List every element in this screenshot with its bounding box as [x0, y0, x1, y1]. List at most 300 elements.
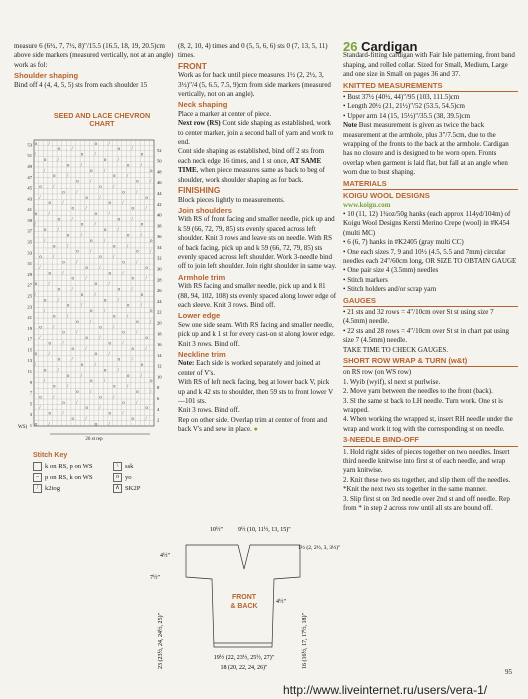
stitch-mark: o	[48, 271, 51, 277]
garment-schematic	[148, 519, 348, 679]
stitch-mark: o	[57, 217, 61, 223]
back-label: & BACK	[230, 603, 258, 610]
row-number-left: 33	[27, 250, 32, 256]
stitch-mark: o	[149, 309, 153, 315]
list-item-text: 10 (11, 12) 1¾oz/50g hanks (each approx 114yd/104m) of Koigu Wool Designs Kersti Merino Crepe (wool) in #K454 (multi MC)	[343, 209, 511, 237]
list-item: • Stitch holders and/or scrap yarn	[343, 285, 437, 294]
stitch-mark: /	[145, 276, 147, 282]
armhole-text: With RS facing and smaller needle, pick up and k 81 (88, 94, 102, 108) sts evenly spaced along lower edge of each sleeve. Knit 3 rows. Bind off.	[178, 282, 337, 309]
stitch-mark: /	[94, 292, 96, 298]
stitch-mark: /	[103, 168, 106, 174]
end-bullet-icon: ●	[253, 425, 258, 434]
stitch-mark: /	[122, 201, 124, 207]
column-1	[14, 42, 180, 90]
ssk-symbol-icon: \	[113, 462, 122, 471]
row-number-right: 16	[157, 342, 162, 348]
key-label: k on RS, p on WS	[45, 463, 93, 470]
key-item-purl	[33, 472, 113, 483]
stitch-mark: /	[62, 201, 64, 207]
stitch-mark: /	[85, 276, 87, 282]
row-number-left: 3	[29, 412, 32, 418]
row-number-right: 42	[157, 201, 162, 207]
watermark-url[interactable]: http://www.liveinternet.ru/users/vera-1/	[283, 683, 488, 697]
stitch-mark: o	[53, 314, 56, 320]
stitch-mark: /	[140, 163, 143, 169]
stitch-mark: /	[145, 346, 147, 352]
row-number-right: 22	[157, 309, 162, 315]
list-item-text: One pair size 4 (3.5mm) needles	[347, 266, 439, 275]
note-body: Bust measurement is given as twice the back measurement at the armhole, plus 3"/7.5cm, due to the wrapping of the fronts to the back at the armhole. Cardigan has no closure and is designed to be worn open. Fronts overlap when garment is laid flat, but fall at an angle when worn due to bust shaping.	[343, 121, 509, 177]
shoulder-heading: Shoulder shaping	[14, 71, 79, 81]
stitch-mark: o	[103, 157, 107, 163]
column-3	[343, 39, 518, 514]
stitch-mark: /	[66, 174, 69, 180]
stitch-mark: /	[94, 222, 96, 228]
list-item-text: Upper arm 14 (15, 15½)"/35.5 (38, 39.5)cm	[347, 111, 471, 120]
stitch-mark: o	[108, 271, 111, 277]
row-number-right: 50	[157, 158, 162, 164]
stitch-mark: o	[85, 336, 88, 342]
row-number-left: 41	[27, 207, 32, 213]
row-number-left: 25	[27, 293, 32, 299]
stitch-mark: /	[136, 260, 138, 266]
divider	[343, 366, 518, 367]
key-item-knit	[33, 461, 113, 472]
stitch-mark: /	[140, 233, 143, 239]
stitch-mark: o	[57, 287, 61, 293]
stitch-mark: /	[131, 287, 133, 293]
stitch-mark: o	[126, 303, 130, 309]
stitch-mark: o	[89, 168, 93, 174]
stitch-mark: /	[57, 157, 60, 163]
stitch-mark: /	[99, 406, 101, 412]
gauges-heading: GAUGES	[343, 295, 376, 305]
row-number-right: 18	[157, 331, 162, 337]
stitch-mark: /	[131, 147, 133, 153]
neckline-text-2: With RS of left neck facing, beg at lower back V, pick up and k 42 sts to shoulder, then 59 sts to front lower V—101 sts.	[178, 378, 334, 406]
stitch-mark: /	[80, 163, 83, 169]
stitch-mark: /	[34, 152, 36, 158]
ws-label: WS)	[18, 425, 28, 430]
stitch-mark: /	[53, 395, 55, 401]
stitch-mark: o	[103, 298, 107, 304]
stitch-mark: /	[66, 244, 69, 250]
stitch-mark: o	[34, 422, 38, 428]
stitch-mark: o	[57, 357, 61, 363]
stitch-mark: o	[43, 157, 47, 163]
stitch-mark: o	[62, 260, 65, 266]
measurement-note	[343, 121, 518, 177]
stitch-mark: o	[76, 319, 79, 325]
stitch-mark: /	[53, 325, 55, 331]
stitch-mark: /	[108, 422, 110, 428]
stitch-mark: /	[103, 379, 106, 385]
stitch-mark: /	[89, 390, 92, 396]
stitch-mark: o	[131, 346, 135, 352]
stitch-mark: o	[57, 147, 61, 153]
row-number-right: 20	[157, 320, 162, 326]
stitch-mark: /	[131, 357, 133, 363]
stitch-mark: o	[34, 282, 38, 288]
row-number-right: 38	[157, 223, 162, 229]
intro-text: measure 6 (6½, 7, 7½, 8)"/15.5 (16.5, 18, 19, 20.5)cm above side markers (measured vertically, not at an angle) work as fol:	[14, 42, 174, 69]
stitch-mark: o	[48, 341, 51, 347]
list-item: • Bust 37½ (40½, 44)"/95 (103, 111.5)cm	[343, 93, 460, 102]
stitch-mark: /	[57, 228, 60, 234]
stitch-mark: o	[99, 184, 102, 190]
stitch-mark: /	[122, 411, 124, 417]
stitch-mark: o	[62, 190, 65, 196]
stitch-mark: /	[43, 379, 46, 385]
stitch-mark: /	[126, 244, 129, 250]
pattern-name: Cardigan	[361, 39, 418, 54]
list-item-text: Length 20½ (21, 21½)"/52 (53.5, 54.5)cm	[347, 102, 465, 111]
stitch-mark: /	[62, 341, 64, 347]
list-item-text: 6 (6, 7) hanks in #K2405 (gray multi CC)	[347, 238, 464, 247]
stitch-mark: o	[80, 152, 84, 158]
stitch-mark: o	[48, 411, 51, 417]
stitch-mark: /	[48, 352, 50, 358]
pattern-intro: Standard-fitting cardigan with Fair Isle patterning, front band shaping, and rolled collar. Sized for Small, Medium, Large and one size in Small on pages 36 and 37.	[343, 51, 515, 79]
stitch-mark: /	[80, 303, 83, 309]
lace-chevron-chart	[18, 136, 180, 442]
key-label: yo	[125, 474, 132, 481]
cont-text: (8, 2, 10, 4) times and 0 (5, 5, 6, 6) sts 0 (7, 13, 5, 11) times.	[178, 42, 328, 60]
stitch-mark: /	[149, 249, 152, 255]
wrap-heading: SHORT ROW WRAP & TURN (w&t)	[343, 356, 468, 365]
row-number-left: 51	[27, 153, 32, 159]
stitch-mark: o	[62, 400, 65, 406]
stitch-mark: /	[140, 373, 143, 379]
note-label: Note:	[178, 359, 195, 368]
row-number-left: 31	[27, 261, 32, 267]
stitch-mark: o	[145, 336, 148, 342]
stitch-mark: o	[94, 141, 98, 147]
neckline-text-1-body: Each side is worked separately and joined at center of V's.	[178, 359, 321, 377]
stitch-mark: /	[117, 298, 120, 304]
stitch-mark: o	[103, 228, 107, 234]
stitch-mark: /	[66, 314, 69, 320]
row-number-right: 26	[157, 288, 162, 294]
list-item: 3. Sl the same st back to LH needle. Turn work. One st is wrapped.	[343, 396, 503, 415]
list-item: • Length 20½ (21, 21½)"/52 (53.5, 54.5)cm	[343, 102, 465, 111]
neckline-text-3: Knit 3 rows. Bind off.	[178, 406, 240, 415]
stitch-mark: o	[122, 190, 125, 196]
list-item: • One pair size 4 (3.5mm) needles	[343, 266, 439, 275]
row-number-left: 1	[29, 423, 32, 428]
row-number-left: 39	[27, 217, 32, 223]
stitch-mark: o	[117, 287, 121, 293]
stitch-mark: /	[140, 303, 143, 309]
stitch-mark: /	[48, 141, 50, 147]
stitch-mark: o	[53, 384, 56, 390]
list-item-text: One each sizes 7, 9 and 10½ (4.5, 5.5 and 7mm) circular needles each 24"/60cm long, OR SIZE TO OBTAIN GAUGE	[343, 247, 517, 265]
stitch-mark: /	[145, 417, 147, 423]
list-item: • 21 sts and 32 rows = 4"/10cm over St st using size 7 (4.5mm) needle.	[343, 307, 494, 326]
stitch-mark: /	[76, 190, 78, 196]
stitch-mark: o	[99, 395, 102, 401]
row-number-left: 45	[27, 185, 32, 191]
stitch-mark: o	[108, 341, 111, 347]
stitch-mark: /	[48, 211, 50, 217]
chart-title	[34, 112, 170, 128]
finishing-text: Block pieces lightly to measurements.	[178, 195, 285, 204]
stitch-mark: o	[126, 233, 130, 239]
stitch-mark: /	[113, 255, 115, 261]
stitch-mark: o	[94, 211, 98, 217]
stitch-mark: o	[136, 179, 139, 185]
stitch-mark: /	[39, 265, 41, 271]
row-number-right: 40	[157, 212, 162, 218]
key-item-ssk	[113, 461, 140, 472]
row-number-right: 8	[157, 385, 160, 391]
stitch-mark: o	[43, 228, 47, 234]
stitch-mark: /	[34, 222, 36, 228]
sk2p-symbol-icon: ∧	[113, 484, 122, 493]
stitch-mark: o	[80, 292, 84, 298]
stitch-mark: o	[136, 390, 139, 396]
stitch-mark: o	[149, 379, 153, 385]
neck-text-2	[178, 119, 338, 147]
stitch-mark: o	[140, 363, 144, 369]
row-number-left: 5	[29, 401, 32, 407]
stitch-mark: /	[34, 292, 36, 298]
row-number-right: 14	[157, 352, 162, 358]
stitch-mark: /	[85, 206, 87, 212]
stitch-mark: o	[113, 314, 116, 320]
stitch-mark: /	[108, 352, 110, 358]
stitch-mark: /	[108, 211, 110, 217]
row-number-right: 30	[157, 266, 162, 272]
yo-symbol-icon: o	[113, 473, 122, 482]
stitch-mark: o	[122, 260, 125, 266]
stitch-mark: o	[80, 222, 84, 228]
neckline-text-4	[178, 416, 338, 435]
stitch-mark: /	[62, 411, 64, 417]
stitch-mark: o	[76, 390, 79, 396]
lower-edge-heading: Lower edge	[178, 311, 221, 321]
key-label: p on RS, k on WS	[45, 474, 93, 481]
gauge-check: TAKE TIME TO CHECK GAUGES.	[343, 345, 449, 354]
row-number-left: 37	[27, 228, 32, 234]
stitch-mark: /	[53, 255, 55, 261]
bind-off-heading: 3-NEEDLE BIND-OFF	[343, 435, 419, 445]
row-number-right: 12	[157, 363, 162, 369]
knitted-measurements-heading: KNITTED MEASUREMENTS	[343, 80, 443, 90]
stitch-mark: o	[71, 346, 75, 352]
stitch-mark: /	[34, 363, 36, 369]
stitch-mark: /	[48, 282, 50, 288]
stitch-mark: o	[34, 141, 38, 147]
list-item: • 6 (6, 7) hanks in #K2405 (gray multi CC)	[343, 238, 464, 247]
stitch-mark: o	[131, 417, 135, 423]
stitch-mark: o	[66, 303, 70, 309]
stitch-mark: /	[89, 319, 92, 325]
stitch-mark: /	[108, 282, 110, 288]
neck-text-2-body: Cont side shaping as established, work to center marker, join a second ball of yarn and work to end.	[178, 119, 334, 147]
left-measure-b: 7½"	[150, 575, 160, 581]
stitch-mark: /	[136, 330, 138, 336]
stitch-mark: /	[117, 157, 120, 163]
stitch-mark: /	[76, 260, 78, 266]
row-number-right: 46	[157, 180, 162, 186]
left-measure-c: 23 (23½, 24, 24½, 25)"	[158, 613, 164, 669]
key-item-k2tog	[33, 483, 113, 494]
stitch-mark: o	[94, 282, 98, 288]
key-label: ssk	[125, 463, 134, 470]
chart-title-line-1: SEED AND LACE CHEVRON	[53, 111, 151, 120]
stitch-mark: o	[53, 244, 56, 250]
stitch-mark: o	[145, 195, 148, 201]
stitch-mark: o	[149, 168, 153, 174]
row-number-left: 7	[29, 390, 32, 396]
stitch-mark: o	[99, 255, 102, 261]
key-item-sk2p	[113, 483, 140, 494]
stitch-mark: o	[117, 357, 121, 363]
row-number-left: 53	[27, 142, 32, 148]
stitch-mark: /	[62, 271, 64, 277]
stitch-mark: /	[53, 184, 55, 190]
lower-edge-text: Sew one side seam. With RS facing and smaller needle, pick up and k 1 st for every cast-on st along lower edge. Knit 3 rows. Bind off.	[178, 320, 335, 348]
neck-text-3-body: Cont side shaping as established, bind off 2 sts from each neck edge 16 times, and 1 st once,	[178, 147, 325, 165]
stitch-mark: o	[53, 174, 56, 180]
stitch-mark: o	[108, 201, 111, 207]
stitch-key-col-left	[33, 461, 113, 494]
stitch-mark: /	[43, 309, 46, 315]
knit-symbol-icon	[33, 462, 42, 471]
right-measure-c: 16 (16½, 17, 17½, 18)"	[302, 613, 308, 669]
stitch-mark: o	[89, 238, 93, 244]
list-item: • 22 sts and 28 rows = 4"/10cm over St st in chart pat using size 7 (4.5mm) needle.	[343, 326, 509, 345]
stitch-mark: o	[140, 222, 144, 228]
stitch-mark: o	[39, 395, 42, 401]
stitch-mark: /	[136, 190, 138, 196]
key-label: SK2P	[125, 485, 141, 492]
stitch-mark: /	[94, 152, 96, 158]
stitch-mark: /	[85, 417, 87, 423]
stitch-key-col-right	[113, 461, 140, 494]
stitch-mark: o	[122, 330, 125, 336]
stitch-mark: o	[34, 211, 38, 217]
note-label: Note	[343, 121, 357, 130]
stitch-mark: /	[113, 184, 115, 190]
stitch-mark: o	[136, 319, 139, 325]
list-item: 3. Slip first st on 3rd needle over 2nd st and off needle. Rep from * in step 2 across row until all sts are bound off.	[343, 494, 510, 513]
top-right-measure: 9½ (10, 11½, 13, 15)"	[238, 527, 291, 533]
shoulder-text: Bind off 4 (4, 4, 5, 5) sts from each shoulder 15	[14, 80, 148, 89]
stitch-mark: o	[131, 276, 135, 282]
row-number-right: 2	[157, 417, 160, 423]
stitch-mark: /	[48, 422, 50, 428]
row-number-right: 28	[157, 277, 162, 283]
row-number-left: 13	[27, 358, 32, 364]
brand-name: KOIGU WOOL DESIGNS	[343, 191, 430, 201]
stitch-mark: o	[108, 411, 111, 417]
row-number-left: 11	[27, 369, 32, 375]
stitch-mark: /	[126, 174, 129, 180]
neckline-text-1	[178, 359, 338, 378]
row-number-left: 29	[27, 271, 32, 277]
stitch-mark: o	[131, 206, 135, 212]
list-item-text: Bust 37½ (40½, 44)"/95 (103, 111.5)cm	[347, 93, 460, 102]
stitch-mark: o	[126, 163, 130, 169]
stitch-mark: o	[76, 179, 79, 185]
chart-grid	[18, 136, 180, 442]
rep-label: 26 st rep	[85, 437, 103, 442]
stitch-mark: /	[43, 238, 46, 244]
stitch-mark: /	[94, 363, 96, 369]
list-item-text: 22 sts and 28 rows = 4"/10cm over St st in chart pat using size 7 (4.5mm) needle.	[343, 326, 509, 345]
stitch-mark: /	[103, 309, 106, 315]
column-2	[178, 42, 338, 435]
pattern-title	[343, 39, 518, 54]
stitch-mark: /	[80, 373, 83, 379]
stitch-mark: o	[39, 325, 42, 331]
stitch-mark: /	[71, 287, 73, 293]
stitch-mark: /	[122, 271, 124, 277]
stitch-mark: o	[113, 174, 116, 180]
bottom-measure-2: 18 (20, 22, 24, 26)"	[220, 665, 268, 671]
stitch-mark: o	[85, 265, 88, 271]
key-label: k2tog	[45, 485, 61, 492]
row-number-right: 34	[157, 244, 162, 250]
key-item-yo	[113, 472, 140, 483]
same-time-label: AT SAME TIME	[178, 156, 322, 175]
row-number-right: 32	[157, 255, 162, 261]
neck-heading: Neck shaping	[178, 100, 228, 110]
stitch-mark: o	[136, 249, 139, 255]
stitch-mark: /	[57, 368, 60, 374]
stitch-mark: /	[71, 147, 73, 153]
stitch-mark: o	[34, 352, 38, 358]
stitch-mark: o	[89, 309, 93, 315]
divider	[343, 189, 518, 190]
stitch-mark: o	[66, 373, 70, 379]
neck-text-4-body: , when piece measures same as back to beg of shoulder, work shoulder shaping as for back.	[178, 166, 325, 184]
neck-text-3	[178, 147, 338, 185]
row-number-right: 52	[157, 147, 162, 153]
stitch-mark: /	[71, 357, 73, 363]
stitch-mark: /	[126, 314, 129, 320]
stitch-mark: /	[145, 206, 147, 212]
stitch-mark: o	[89, 379, 93, 385]
list-item-text: Stitch markers	[347, 275, 388, 284]
row-number-left: 21	[27, 315, 32, 321]
list-item: 1. Hold right sides of pieces together on two needles. Insert third needle knitwise into first st of each needle, and wrap yarn knitwise.	[343, 447, 510, 475]
stitch-key-title: Stitch Key	[33, 452, 68, 459]
row-number-left: 15	[27, 347, 32, 353]
row-number-right: 36	[157, 234, 162, 240]
stitch-mark: /	[80, 233, 83, 239]
stitch-mark: /	[39, 406, 41, 412]
stitch-mark: /	[113, 325, 115, 331]
list-item-text: 21 sts and 32 rows = 4"/10cm over St st using size 7 (4.5mm) needle.	[343, 307, 494, 326]
materials-heading: MATERIALS	[343, 178, 387, 188]
brand-url: www.koigu.com	[343, 200, 391, 209]
row-number-left: 17	[27, 336, 32, 342]
row-number-left: 47	[27, 174, 32, 180]
row-number-left: 49	[27, 163, 32, 169]
join-text: With RS of front facing and smaller needle, pick up and k 59 (66, 72, 79, 85) sts evenly spaced across left shoulder. Knit 3 rows and leave sts on needle. With RS of back facing, pick up and k 59 (66, 72, 79, 85) sts evenly spaced across left shoulder. Work 3-needle bind off to join left shoulder. Join right shoulder in same way.	[178, 215, 337, 271]
neckline-text-4-body: Rep on other side. Overlap trim at center of front and back V's and sew in place.	[178, 415, 328, 434]
stitch-mark: o	[117, 217, 121, 223]
armhole-heading: Armhole trim	[178, 272, 226, 282]
stitch-mark: /	[66, 384, 69, 390]
k2tog-symbol-icon: /	[33, 484, 42, 493]
materials-list	[343, 210, 518, 295]
stitch-mark: o	[140, 292, 144, 298]
stitch-mark: /	[108, 141, 110, 147]
